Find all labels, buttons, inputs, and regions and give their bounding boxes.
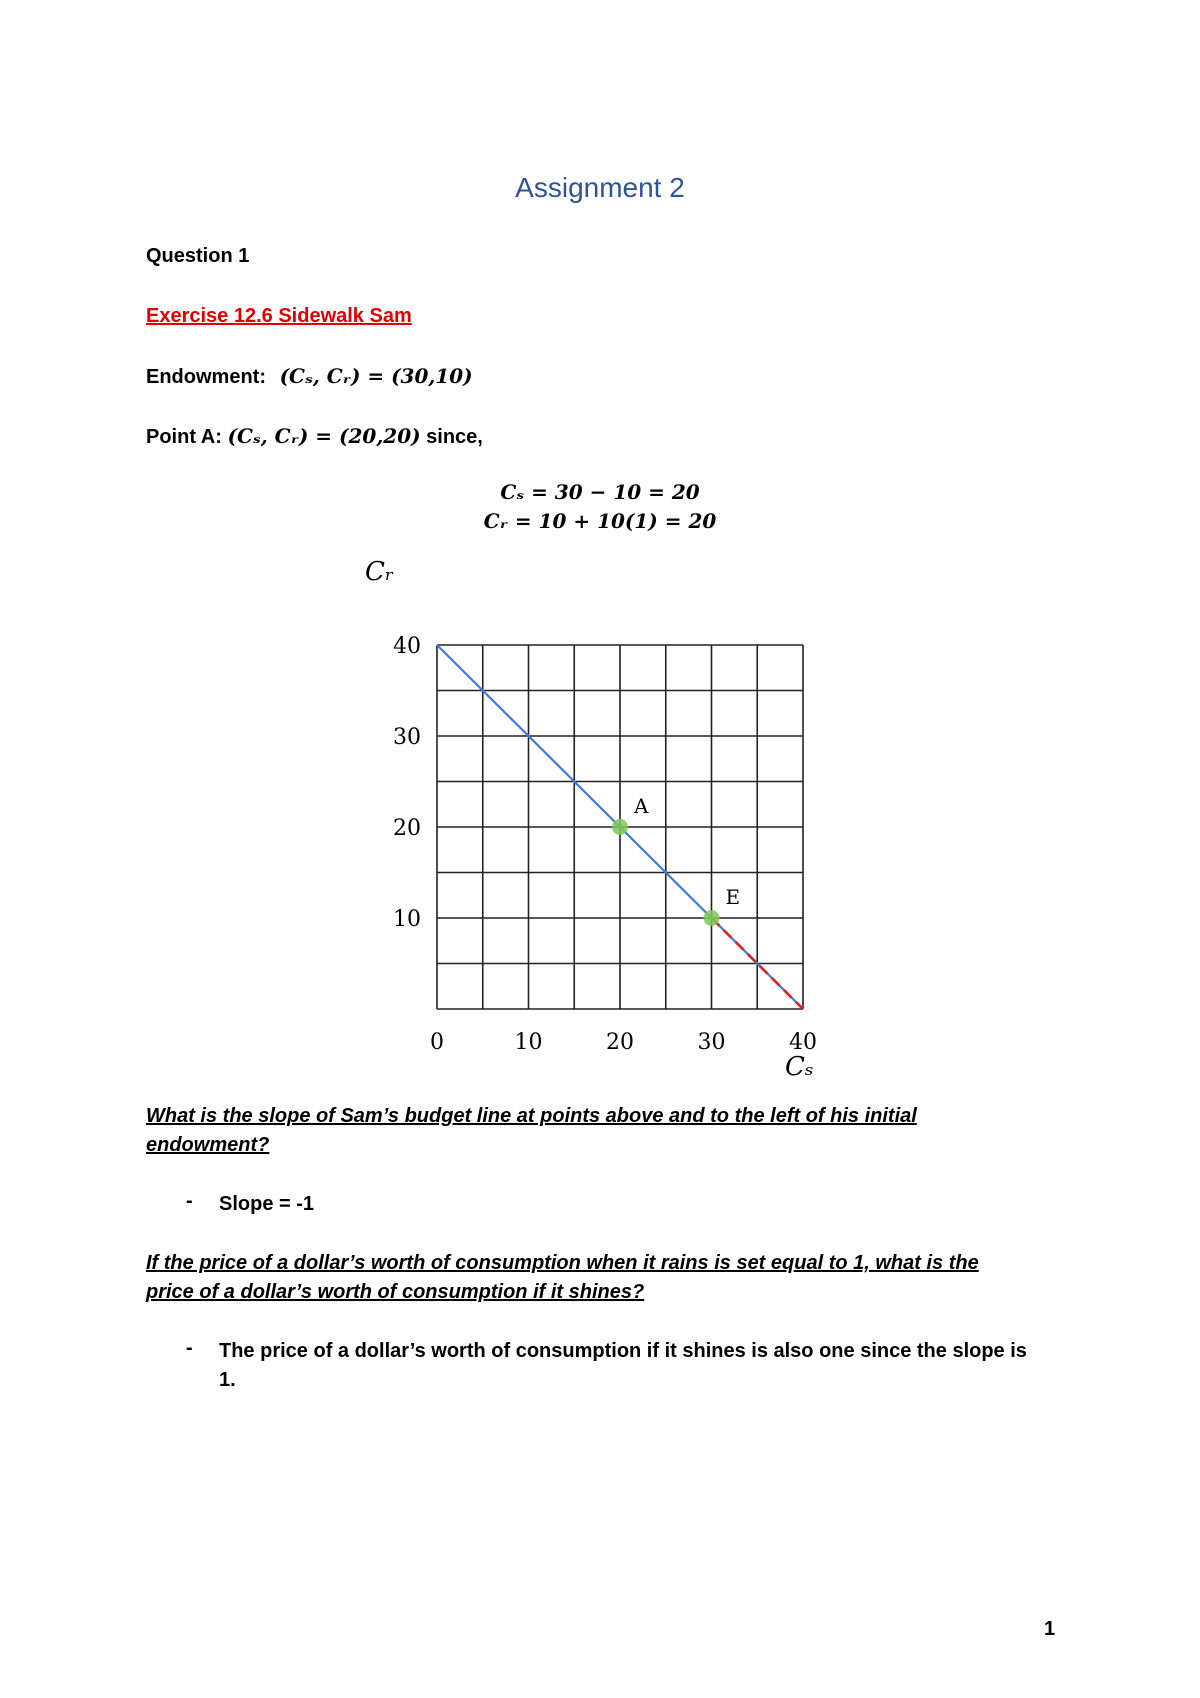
endowment-label: Endowment: <box>146 366 266 388</box>
point-a-expression: (Cₛ, Cᵣ) = (20,20) <box>227 424 421 448</box>
endowment-line <box>146 362 473 391</box>
question-2-line-2: price of a dollar’s worth of consumption if it shines? <box>146 1281 645 1303</box>
equation-cs: Cₛ = 30 − 10 = 20 <box>500 480 700 504</box>
page-number: 1 <box>1044 1618 1056 1640</box>
question-2-line-1: If the price of a dollar’s worth of consumption when it rains is set equal to 1, what is the <box>146 1252 979 1274</box>
endowment-expression: (Cₛ, Cᵣ) = (30,10) <box>279 364 473 388</box>
y-tick-label: 30 <box>393 725 421 750</box>
x-tick-label: 40 <box>789 1030 817 1055</box>
question-label: Question 1 <box>146 245 250 267</box>
point-a-label: A <box>634 794 649 818</box>
budget-line-chart <box>0 550 1200 1110</box>
answer-1-dash: - <box>186 1190 193 1212</box>
x-axis-label: Cₛ <box>785 1052 814 1082</box>
x-tick-label: 20 <box>606 1030 634 1055</box>
y-tick-label: 20 <box>393 816 421 841</box>
point-a-label: Point A: <box>146 426 222 448</box>
y-tick-label: 40 <box>393 634 421 659</box>
point-e-marker <box>704 910 720 926</box>
document-title: Assignment 2 <box>515 172 685 203</box>
x-tick-label: 10 <box>514 1030 543 1055</box>
answer-2-line-2: 1. <box>219 1369 236 1391</box>
y-axis-label: Cᵣ <box>365 557 394 587</box>
question-1-line-1: What is the slope of Sam’s budget line at points above and to the left of his initial <box>146 1105 917 1127</box>
point-a-line <box>146 422 483 451</box>
y-tick-label: 10 <box>393 907 421 932</box>
equation-cr: Cᵣ = 10 + 10(1) = 20 <box>483 509 717 533</box>
tick-labels <box>393 634 817 1055</box>
x-tick-label: 0 <box>430 1030 444 1055</box>
question-1-line-2: endowment? <box>146 1134 270 1156</box>
point-e-label: E <box>725 885 741 909</box>
exercise-heading: Exercise 12.6 Sidewalk Sam <box>146 305 412 327</box>
answer-1: Slope = -1 <box>219 1193 315 1215</box>
x-tick-label: 30 <box>697 1030 726 1055</box>
points-group <box>612 794 740 926</box>
answer-2-line-1: The price of a dollar’s worth of consumption if it shines is also one since the slope is <box>219 1340 1027 1362</box>
answer-2-dash: - <box>186 1337 193 1359</box>
point-a-marker <box>612 819 628 835</box>
point-a-suffix: since, <box>426 426 483 448</box>
